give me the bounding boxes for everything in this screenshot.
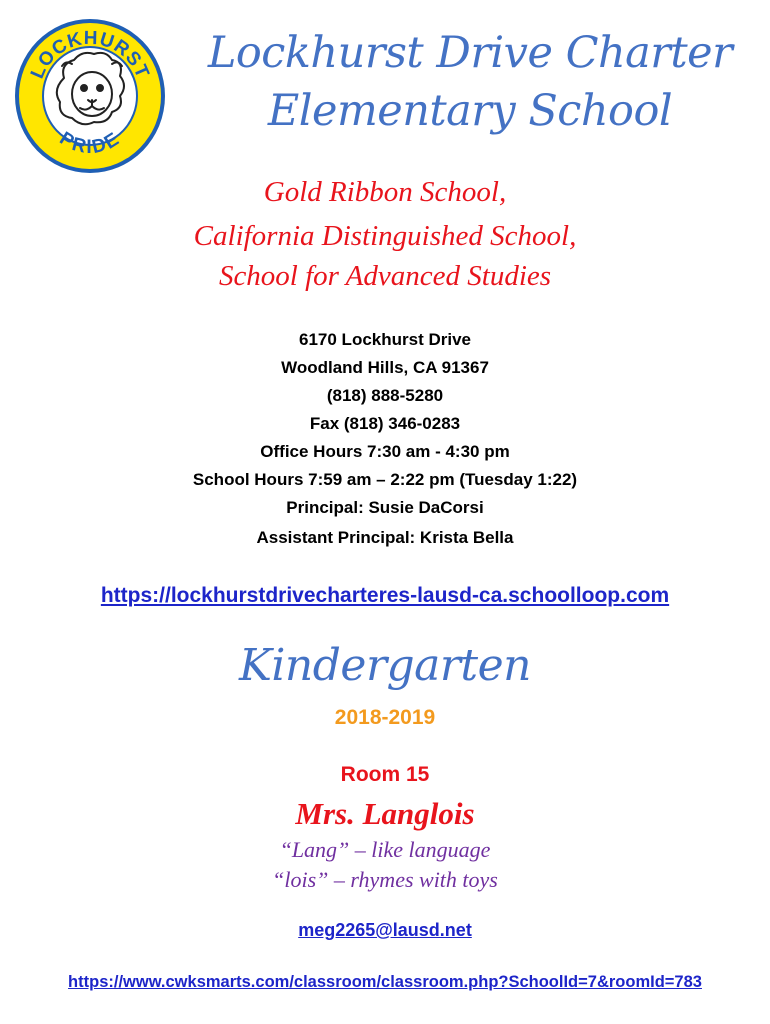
address-city: Woodland Hills, CA 91367 bbox=[281, 358, 489, 377]
pronunciation-line-2: “lois” – rhymes with toys bbox=[272, 867, 498, 892]
title-line-2: Elementary School bbox=[267, 86, 673, 136]
email-row bbox=[0, 920, 770, 941]
page-title bbox=[170, 24, 770, 140]
grade-heading: Kindergarten bbox=[238, 640, 531, 691]
school-hours: School Hours 7:59 am – 2:22 pm (Tuesday 1:22) bbox=[192, 470, 578, 489]
teacher-email-link[interactable]: meg2265@lausd.net bbox=[298, 920, 472, 940]
school-website-link[interactable]: https://lockhurstdrivecharteres-lausd-ca.schoolloop.com bbox=[100, 584, 670, 607]
honor-california-distinguished: California Distinguished School, bbox=[193, 220, 577, 252]
logo-top-text: LOCKHURST bbox=[26, 27, 154, 82]
logo-bottom-text: PRIDE bbox=[55, 128, 125, 159]
school-logo bbox=[12, 16, 168, 176]
office-hours: Office Hours 7:30 am - 4:30 pm bbox=[260, 442, 510, 461]
lion-mascot-logo-icon bbox=[12, 16, 168, 176]
fax-number: Fax (818) 346-0283 bbox=[309, 414, 461, 433]
principal: Principal: Susie DaCorsi bbox=[286, 498, 484, 517]
honor-advanced-studies: School for Advanced Studies bbox=[218, 260, 552, 292]
classroom-link-row bbox=[0, 973, 770, 992]
pronunciation-line-1: “Lang” – like language bbox=[279, 837, 491, 862]
title-line-1: Lockhurst Drive Charter bbox=[207, 28, 733, 78]
classroom-website-link[interactable]: https://www.cwksmarts.com/classroom/classroom.php?SchoolId=7&roomId=783 bbox=[68, 973, 702, 991]
phone-number: (818) 888-5280 bbox=[326, 386, 444, 405]
teacher-name: Mrs. Langlois bbox=[295, 796, 475, 831]
assistant-principal: Assistant Principal: Krista Bella bbox=[256, 528, 514, 547]
school-link-row bbox=[0, 584, 770, 608]
room-number: Room 15 bbox=[340, 763, 430, 786]
school-year: 2018-2019 bbox=[334, 706, 436, 729]
honor-gold-ribbon: Gold Ribbon School, bbox=[263, 176, 507, 208]
address-street: 6170 Lockhurst Drive bbox=[299, 330, 471, 349]
